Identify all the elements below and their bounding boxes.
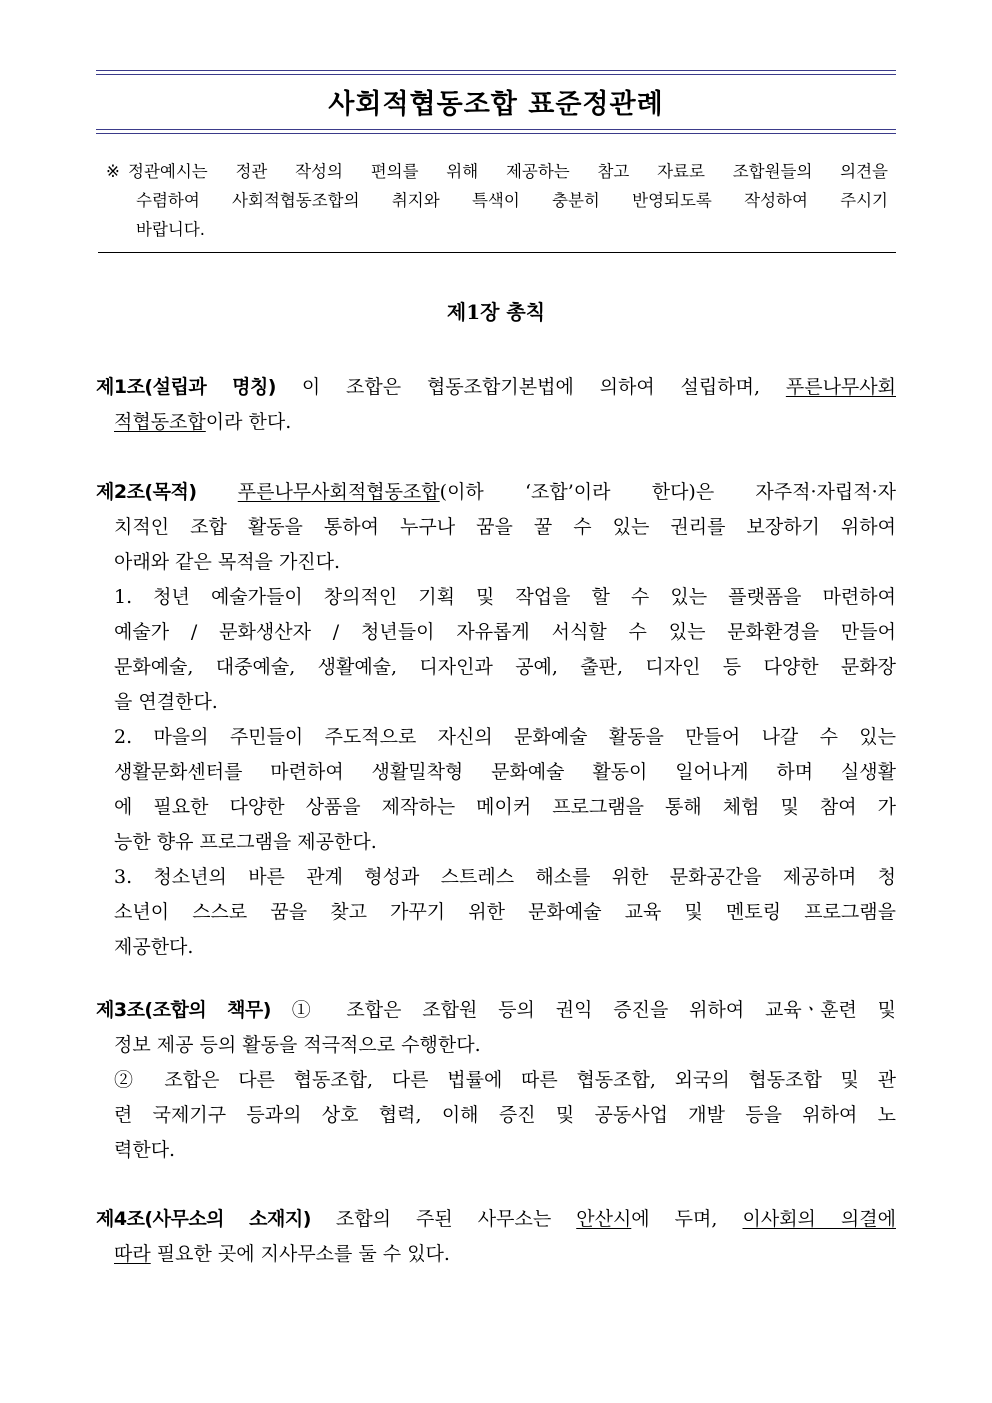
note-line-2: 수렴하여 사회적협동조합의 취지와 특색이 충분히 반영되도록 작성하여 주시기 xyxy=(136,191,888,210)
cooperative-name: 푸른나무사회적협동조합 xyxy=(237,481,440,503)
article-2 xyxy=(96,475,896,965)
guidance-note xyxy=(98,153,896,253)
article-2-line-3: 아래와 같은 목적을 가진다. xyxy=(114,551,341,573)
article-3-para-2-line-1: ② 조합은 다른 협동조합, 다른 법률에 따른 협동조합, 외국의 협동조합 및 관 xyxy=(114,1069,896,1091)
reference-mark: ※ xyxy=(106,162,120,181)
article-4-line-2 xyxy=(96,1237,896,1272)
chapter-heading: 제1장 총칙 xyxy=(446,300,546,324)
article-2-line-2: 치적인 조합 활동을 통하여 누구나 꿈을 꿀 수 있는 권리를 보장하기 위하여 xyxy=(114,516,896,538)
article-1-text: 이 조합은 협동조합기본법에 의하여 설립하며, xyxy=(276,376,786,398)
article-4-heading: 제4조(사무소의 소재지) xyxy=(96,1208,311,1230)
article-4 xyxy=(96,1202,896,1272)
article-1-line-2 xyxy=(96,405,896,440)
article-1-text-end: 이라 한다. xyxy=(205,411,292,433)
item-1-line-1: 1. 청년 예술가들이 창의적인 기획 및 작업을 할 수 있는 플랫폼을 마련하여 xyxy=(114,586,896,608)
cooperative-name: 푸른나무사회 xyxy=(785,376,896,398)
title-block xyxy=(96,70,896,134)
article-3-text: ① 조합은 조합원 등의 권익 증진을 위하여 교육ㆍ훈련 및 xyxy=(270,999,896,1021)
note-line-3: 바랍니다. xyxy=(136,220,206,239)
office-city: 안산시 xyxy=(576,1208,632,1230)
article-3-heading: 제3조(조합의 책무) xyxy=(96,999,271,1021)
board-resolution-clause-cont: 따라 xyxy=(114,1243,151,1265)
article-2-line-1 xyxy=(96,475,896,510)
article-1 xyxy=(96,370,896,440)
cooperative-name-cont: 적협동조합 xyxy=(114,411,206,433)
item-3-line-1: 3. 청소년의 바른 관계 형성과 스트레스 해소를 위한 문화공간을 제공하며 청 xyxy=(114,866,896,888)
article-2-text: (이하 ‘조합’이라 한다)은 자주적·자립적·자 xyxy=(439,481,896,503)
article-4-line-1 xyxy=(96,1202,896,1237)
item-2-line-4: 능한 향유 프로그램을 제공한다. xyxy=(114,831,377,853)
item-2-line-3: 에 필요한 다양한 상품을 제작하는 메이커 프로그램을 통해 체험 및 참여 가 xyxy=(114,796,896,818)
note-text-1: 정관예시는 정관 작성의 편의를 위해 제공하는 참고 자료로 조합원들의 의견을 xyxy=(128,162,888,181)
title-bottom-rule-inner xyxy=(96,133,896,134)
article-3-para-2-line-3: 력한다. xyxy=(114,1139,176,1161)
title-top-rule xyxy=(96,70,896,71)
article-4-text-mid: 에 두며, xyxy=(631,1208,743,1230)
article-3-line-2: 정보 제공 등의 활동을 적극적으로 수행한다. xyxy=(114,1034,481,1056)
board-resolution-clause: 이사회의 의결에 xyxy=(742,1208,896,1230)
article-1-line-1 xyxy=(96,370,896,405)
article-2-heading: 제2조(목적) xyxy=(96,481,197,503)
item-2-line-2: 생활문화센터를 마련하여 생활밀착형 문화예술 활동이 일어나게 하며 실생활 xyxy=(114,761,896,783)
note-line-1 xyxy=(106,157,888,186)
item-3-line-3: 제공한다. xyxy=(114,936,194,958)
item-3-line-2: 소년이 스스로 꿈을 찾고 가꾸기 위한 문화예술 교육 및 멘토링 프로그램을 xyxy=(114,901,896,923)
article-4-text: 조합의 주된 사무소는 xyxy=(310,1208,577,1230)
article-3-line-1 xyxy=(96,993,896,1028)
item-1-line-2: 예술가 / 문화생산자 / 청년들이 자유롭게 서식할 수 있는 문화환경을 만들어 xyxy=(114,621,896,643)
article-4-text-end: 필요한 곳에 지사무소를 둘 수 있다. xyxy=(150,1243,450,1265)
item-1-line-3: 문화예술, 대중예술, 생활예술, 디자인과 공예, 출판, 디자인 등 다양한 문화장 xyxy=(114,656,896,678)
title-bottom-rule xyxy=(96,129,896,130)
item-1-line-4: 을 연결한다. xyxy=(114,691,218,713)
document-title: 사회적협동조합 표준정관례 xyxy=(328,89,664,120)
article-3-para-2-line-2: 련 국제기구 등과의 상호 협력, 이해 증진 및 공동사업 개발 등을 위하여 노 xyxy=(114,1104,896,1126)
item-2-line-1: 2. 마을의 주민들이 주도적으로 자신의 문화예술 활동을 만들어 나갈 수 있는 xyxy=(114,726,896,748)
article-1-heading: 제1조(설립과 명칭) xyxy=(96,376,276,398)
article-3 xyxy=(96,993,896,1168)
